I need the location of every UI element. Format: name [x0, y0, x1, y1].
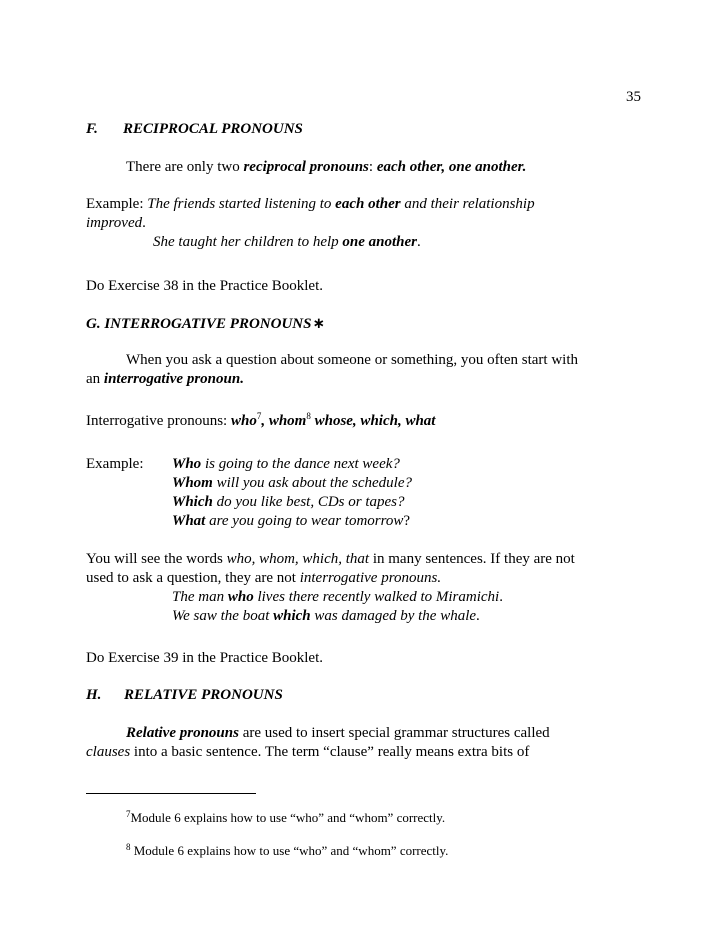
- section-f-letter: F.: [86, 121, 98, 137]
- section-g-example-1: [172, 455, 400, 473]
- paragraph-term: interrogative pronouns.: [299, 570, 442, 586]
- paragraph-term: Relative pronouns: [126, 725, 239, 741]
- example-label: Example:: [86, 196, 148, 212]
- section-h-letter: H.: [86, 687, 102, 703]
- example-period: .: [499, 589, 503, 605]
- section-g-paragraph-1: When you ask a question about someone or something, you often start with: [126, 352, 578, 368]
- intro-colon: :: [368, 159, 377, 175]
- example-text: was damaged by the whale: [310, 608, 477, 624]
- section-f-title: RECIPROCAL PRONOUNS: [123, 121, 303, 137]
- interrogative-list: [86, 412, 435, 430]
- footnote-8: [126, 842, 448, 860]
- footnote-ref: 8: [306, 411, 311, 421]
- section-g-paragraph-2: [86, 550, 575, 568]
- example-period: .: [142, 215, 146, 231]
- section-g-title: G. INTERROGATIVE PRONOUNS: [86, 316, 312, 332]
- list-item: whose, which, what: [310, 413, 436, 429]
- paragraph-text: in many sentences. If they are not: [369, 551, 575, 567]
- footnote-text: Module 6 explains how to use “who” and “whom” correctly.: [130, 843, 449, 858]
- example-text: The friends started listening to: [147, 196, 336, 212]
- example-text: lives there recently walked to Miramichi: [253, 589, 500, 605]
- example-text: are you going to wear tomorrow: [205, 513, 404, 529]
- example-term: Whom: [172, 475, 213, 491]
- example-question-mark: ?: [403, 513, 411, 529]
- paragraph-text: an: [86, 371, 104, 387]
- section-f-example-2: [153, 233, 421, 251]
- example-text: and their relationship: [400, 196, 535, 212]
- section-g-exercise: Do Exercise 39 in the Practice Booklet.: [86, 650, 324, 666]
- section-g-example-2: [172, 474, 412, 492]
- paragraph-text: used to ask a question, they are not: [86, 570, 300, 586]
- paragraph-text: into a basic sentence. The term “clause” really means extra bits of: [130, 744, 530, 760]
- example-term: who: [227, 589, 254, 605]
- footnote-7: [126, 809, 445, 827]
- paragraph-text: You will see the words: [86, 551, 227, 567]
- example-text: We saw the boat: [172, 608, 274, 624]
- example-period: .: [417, 234, 421, 250]
- asterisk-icon: ∗: [312, 314, 326, 332]
- section-f-example-1: [86, 195, 535, 213]
- example-text: The man: [172, 589, 228, 605]
- paragraph-words: who, whom, which, that: [226, 551, 370, 567]
- list-separator: ,: [261, 413, 269, 429]
- section-f-heading: [86, 120, 303, 138]
- section-h-heading: [86, 686, 283, 704]
- example-term: Who: [172, 456, 202, 472]
- intro-text: There are only two: [126, 159, 244, 175]
- section-g-example-label: Example:: [86, 456, 144, 472]
- example-term: What: [172, 513, 206, 529]
- list-item: whom: [268, 413, 307, 429]
- section-g-paragraph-1-cont: [86, 370, 244, 388]
- section-g-example-5: [172, 588, 503, 606]
- footnote-ref: 7: [256, 411, 262, 421]
- intro-examples: each other, one another.: [376, 159, 527, 175]
- section-h-paragraph-1-cont: [86, 743, 529, 761]
- paragraph-term: interrogative pronoun.: [103, 371, 244, 387]
- section-g-example-3: [172, 493, 405, 511]
- list-label: Interrogative pronouns:: [86, 413, 231, 429]
- example-term: each other: [335, 196, 401, 212]
- paragraph-term: clauses: [86, 744, 131, 760]
- section-g-paragraph-2-cont: [86, 569, 441, 587]
- list-item: who: [230, 413, 257, 429]
- footnote-separator: [86, 793, 256, 794]
- footnote-text: Module 6 explains how to use “who” and “whom” correctly.: [130, 810, 446, 825]
- footnote-number: 8: [126, 842, 131, 852]
- example-term: Which: [172, 494, 213, 510]
- section-h-title: RELATIVE PRONOUNS: [124, 687, 283, 703]
- intro-term: reciprocal pronouns: [243, 159, 369, 175]
- section-h-paragraph-1: [126, 724, 550, 742]
- example-text: is going to the dance next week?: [201, 456, 400, 472]
- page-number: 35: [626, 89, 641, 105]
- section-f-example-1-cont: [86, 214, 146, 232]
- example-period: .: [476, 608, 480, 624]
- section-f-exercise: Do Exercise 38 in the Practice Booklet.: [86, 278, 324, 294]
- example-term: which: [273, 608, 311, 624]
- example-term: one another: [342, 234, 418, 250]
- paragraph-text: are used to insert special grammar structures called: [238, 725, 550, 741]
- section-f-intro: [126, 158, 526, 176]
- footnote-number: 7: [126, 809, 131, 819]
- section-g-example-4: [172, 512, 410, 530]
- example-text: She taught her children to help: [153, 234, 343, 250]
- section-g-heading: [86, 314, 325, 333]
- example-text: do you like best, CDs or tapes?: [212, 494, 405, 510]
- example-text: improved: [86, 215, 143, 231]
- example-text: will you ask about the schedule?: [212, 475, 412, 491]
- section-g-example-6: [172, 607, 480, 625]
